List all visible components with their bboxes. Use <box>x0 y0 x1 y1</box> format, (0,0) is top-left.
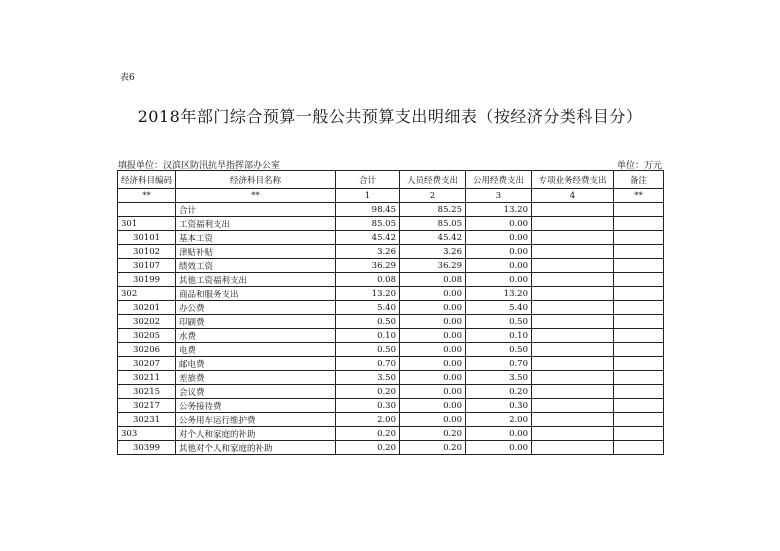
index-cell: 2 <box>400 189 466 203</box>
personnel-cell: 0.00 <box>400 287 466 301</box>
code-cell: 303 <box>118 427 176 441</box>
personnel-cell: 0.20 <box>400 427 466 441</box>
total-cell: 0.20 <box>336 427 400 441</box>
personnel-cell: 0.00 <box>400 371 466 385</box>
total-cell: 2.00 <box>336 413 400 427</box>
public-cell: 0.00 <box>466 427 532 441</box>
special-cell <box>532 203 614 217</box>
table-row <box>118 427 664 441</box>
table-row <box>118 287 664 301</box>
personnel-cell: 0.08 <box>400 273 466 287</box>
index-cell: ** <box>176 189 336 203</box>
public-cell: 0.00 <box>466 245 532 259</box>
index-cell: 3 <box>466 189 532 203</box>
reporting-unit-label: 填报单位：汉滨区防汛抗旱指挥部办公室 <box>118 161 281 171</box>
total-cell: 0.08 <box>336 273 400 287</box>
index-cell: ** <box>614 189 664 203</box>
remark-cell <box>614 357 664 371</box>
code-cell: 30399 <box>118 441 176 455</box>
page-title: 2018年部门综合预算一般公共预算支出明细表（按经济分类科目分） <box>137 107 643 126</box>
special-cell <box>532 371 614 385</box>
personnel-cell: 0.00 <box>400 413 466 427</box>
code-cell: 30202 <box>118 315 176 329</box>
table-row <box>118 441 664 455</box>
code-cell: 30201 <box>118 301 176 315</box>
total-cell: 0.20 <box>336 385 400 399</box>
index-cell: 1 <box>336 189 400 203</box>
personnel-cell: 85.25 <box>400 203 466 217</box>
table-row <box>118 301 664 315</box>
remark-cell <box>614 413 664 427</box>
special-cell <box>532 329 614 343</box>
special-cell <box>532 231 614 245</box>
remark-cell <box>614 441 664 455</box>
public-cell: 0.00 <box>466 273 532 287</box>
table-row <box>118 399 664 413</box>
special-cell <box>532 259 614 273</box>
name-cell: 合计 <box>176 203 336 217</box>
special-cell <box>532 413 614 427</box>
table-row <box>118 343 664 357</box>
code-cell: 30207 <box>118 357 176 371</box>
column-header-remark: 备注 <box>614 171 664 189</box>
code-cell: 30107 <box>118 259 176 273</box>
special-cell <box>532 245 614 259</box>
personnel-cell: 0.00 <box>400 385 466 399</box>
total-cell: 36.29 <box>336 259 400 273</box>
special-cell <box>532 301 614 315</box>
code-cell: 30205 <box>118 329 176 343</box>
total-cell: 98.45 <box>336 203 400 217</box>
code-cell: 301 <box>118 217 176 231</box>
total-cell: 3.26 <box>336 245 400 259</box>
total-cell: 3.50 <box>336 371 400 385</box>
personnel-cell: 0.00 <box>400 343 466 357</box>
public-cell: 0.00 <box>466 259 532 273</box>
name-cell: 商品和服务支出 <box>176 287 336 301</box>
table-row <box>118 245 664 259</box>
remark-cell <box>614 273 664 287</box>
public-cell: 0.70 <box>466 357 532 371</box>
code-cell: 30231 <box>118 413 176 427</box>
name-cell: 水费 <box>176 329 336 343</box>
table-row <box>118 357 664 371</box>
total-cell: 85.05 <box>336 217 400 231</box>
special-cell <box>532 441 614 455</box>
table-row <box>118 259 664 273</box>
special-cell <box>532 315 614 329</box>
personnel-cell: 3.26 <box>400 245 466 259</box>
personnel-cell: 85.05 <box>400 217 466 231</box>
remark-cell <box>614 203 664 217</box>
table-row <box>118 217 664 231</box>
header-row <box>118 171 664 189</box>
name-cell: 会议费 <box>176 385 336 399</box>
special-cell <box>532 427 614 441</box>
remark-cell <box>614 245 664 259</box>
public-cell: 0.20 <box>466 385 532 399</box>
personnel-cell: 0.00 <box>400 329 466 343</box>
public-cell: 0.00 <box>466 217 532 231</box>
name-cell: 工资福利支出 <box>176 217 336 231</box>
name-cell: 其他对个人和家庭的补助 <box>176 441 336 455</box>
table-row <box>118 413 664 427</box>
index-row <box>118 189 664 203</box>
total-cell: 0.50 <box>336 343 400 357</box>
code-cell: 30206 <box>118 343 176 357</box>
name-cell: 办公费 <box>176 301 336 315</box>
index-cell: 4 <box>532 189 614 203</box>
total-cell: 13.20 <box>336 287 400 301</box>
index-cell: ** <box>118 189 176 203</box>
public-cell: 0.30 <box>466 399 532 413</box>
public-cell: 0.00 <box>466 231 532 245</box>
public-cell: 0.00 <box>466 441 532 455</box>
public-cell: 13.20 <box>466 287 532 301</box>
remark-cell <box>614 259 664 273</box>
public-cell: 0.50 <box>466 315 532 329</box>
total-cell: 45.42 <box>336 231 400 245</box>
name-cell: 电费 <box>176 343 336 357</box>
name-cell: 印刷费 <box>176 315 336 329</box>
remark-cell <box>614 287 664 301</box>
name-cell: 绩效工资 <box>176 259 336 273</box>
public-cell: 5.40 <box>466 301 532 315</box>
name-cell: 邮电费 <box>176 357 336 371</box>
table-row <box>118 329 664 343</box>
special-cell <box>532 217 614 231</box>
remark-cell <box>614 301 664 315</box>
personnel-cell: 0.00 <box>400 301 466 315</box>
personnel-cell: 0.20 <box>400 441 466 455</box>
column-header-public: 公用经费支出 <box>466 171 532 189</box>
currency-unit-label: 单位：万元 <box>616 161 662 171</box>
special-cell <box>532 287 614 301</box>
total-cell: 0.70 <box>336 357 400 371</box>
table-row <box>118 231 664 245</box>
column-header-name: 经济科目名称 <box>176 171 336 189</box>
table-row <box>118 315 664 329</box>
name-cell: 基本工资 <box>176 231 336 245</box>
personnel-cell: 36.29 <box>400 259 466 273</box>
name-cell: 公务用车运行维护费 <box>176 413 336 427</box>
name-cell: 其他工资福利支出 <box>176 273 336 287</box>
public-cell: 0.10 <box>466 329 532 343</box>
special-cell <box>532 357 614 371</box>
personnel-cell: 45.42 <box>400 231 466 245</box>
name-cell: 公务接待费 <box>176 399 336 413</box>
personnel-cell: 0.00 <box>400 357 466 371</box>
table-row <box>118 371 664 385</box>
total-cell: 5.40 <box>336 301 400 315</box>
remark-cell <box>614 217 664 231</box>
budget-table <box>117 170 664 455</box>
code-cell: 30217 <box>118 399 176 413</box>
remark-cell <box>614 315 664 329</box>
name-cell: 津贴补贴 <box>176 245 336 259</box>
code-cell: 30101 <box>118 231 176 245</box>
total-cell: 0.10 <box>336 329 400 343</box>
personnel-cell: 0.00 <box>400 315 466 329</box>
total-cell: 0.20 <box>336 441 400 455</box>
column-header-total: 合计 <box>336 171 400 189</box>
table-row <box>118 203 664 217</box>
remark-cell <box>614 329 664 343</box>
remark-cell <box>614 371 664 385</box>
special-cell <box>532 273 614 287</box>
remark-cell <box>614 427 664 441</box>
table-row <box>118 273 664 287</box>
code-cell: 30102 <box>118 245 176 259</box>
personnel-cell: 0.00 <box>400 399 466 413</box>
remark-cell <box>614 385 664 399</box>
public-cell: 13.20 <box>466 203 532 217</box>
public-cell: 0.50 <box>466 343 532 357</box>
special-cell <box>532 343 614 357</box>
remark-cell <box>614 343 664 357</box>
name-cell: 差旅费 <box>176 371 336 385</box>
code-cell <box>118 203 176 217</box>
table-number-label: 表6 <box>120 73 135 83</box>
table-row <box>118 385 664 399</box>
total-cell: 0.50 <box>336 315 400 329</box>
remark-cell <box>614 231 664 245</box>
code-cell: 302 <box>118 287 176 301</box>
name-cell: 对个人和家庭的补助 <box>176 427 336 441</box>
code-cell: 30199 <box>118 273 176 287</box>
column-header-code: 经济科目编码 <box>118 171 176 189</box>
public-cell: 2.00 <box>466 413 532 427</box>
public-cell: 3.50 <box>466 371 532 385</box>
remark-cell <box>614 399 664 413</box>
column-header-special: 专项业务经费支出 <box>532 171 614 189</box>
special-cell <box>532 399 614 413</box>
total-cell: 0.30 <box>336 399 400 413</box>
column-header-personnel: 人员经费支出 <box>400 171 466 189</box>
code-cell: 30211 <box>118 371 176 385</box>
special-cell <box>532 385 614 399</box>
code-cell: 30215 <box>118 385 176 399</box>
